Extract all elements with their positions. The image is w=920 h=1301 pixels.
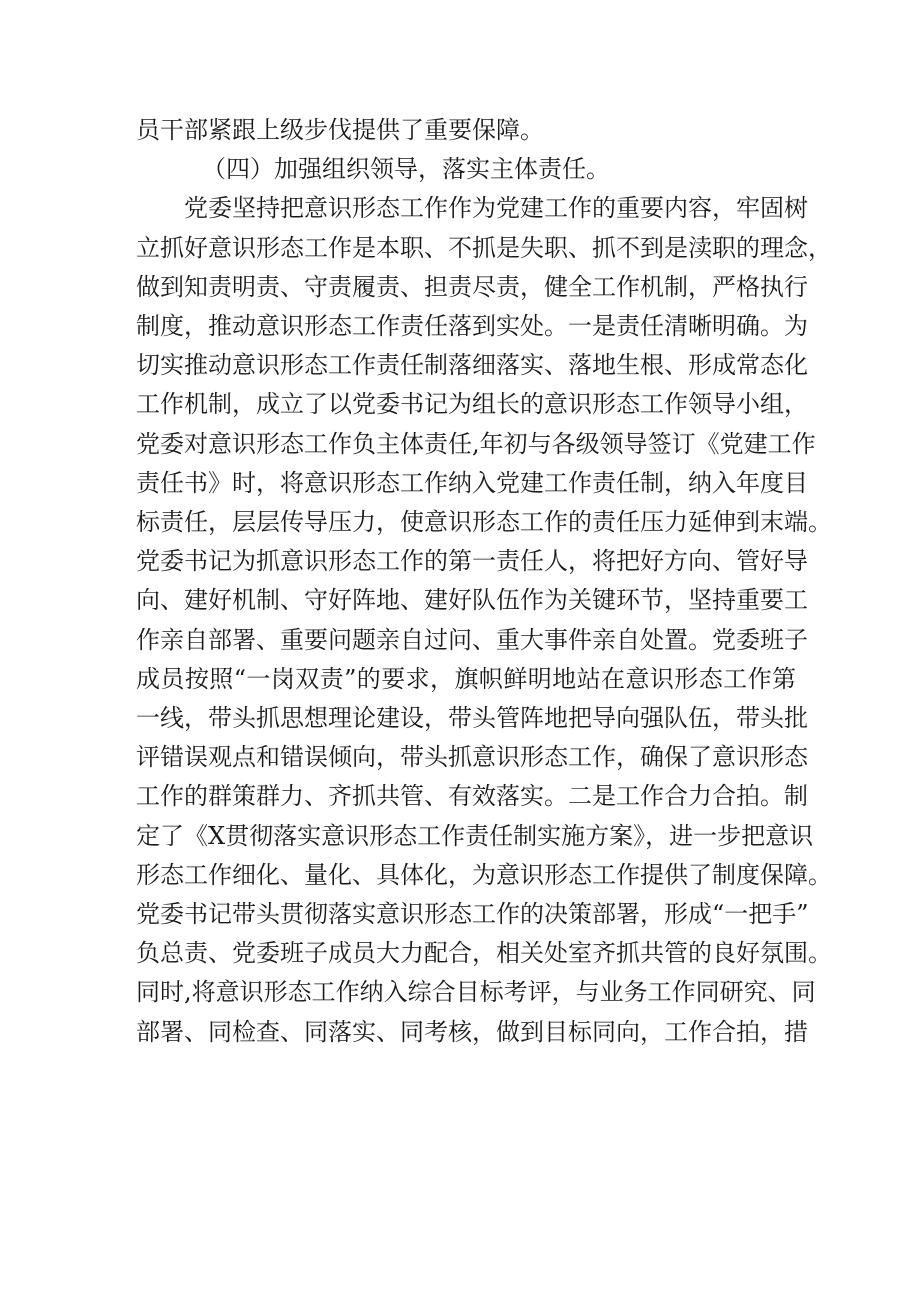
paragraph-line: 负总责、党委班子成员大力配合，相关处室齐抓共管的良好氛围。 [136,939,832,968]
paragraph-line: 制度，推动意识形态工作责任落到实处。一是责任清晰明确。为 [136,312,808,341]
paragraph-line: 切实推动意识形态工作责任制落细落实、落地生根、形成常态化 [136,351,808,380]
paragraph-line: 工作机制，成立了以党委书记为组长的意识形态工作领导小组， [136,390,808,419]
paragraph-line: 定了《X贯彻落实意识形态工作责任制实施方案》，进一步把意识 [136,821,814,850]
paragraph-line: 党委书记带头贯彻落实意识形态工作的决策部署，形成“一把手” [136,900,809,929]
paragraph-line: 部署、同检查、同落实、同考核，做到目标同向，工作合拍，措 [136,1017,808,1046]
paragraph-line: 做到知责明责、守责履责、担责尽责，健全工作机制，严格执行 [136,272,808,301]
paragraph-line: 责任书》时，将意识形态工作纳入党建工作责任制，纳入年度目 [136,468,808,497]
paragraph-line: 标责任，层层传导压力，使意识形态工作的责任压力延伸到末端。 [136,508,832,537]
paragraph-line: 党委对意识形态工作负主体责任,年初与各级领导签订《党建工作 [136,429,816,458]
paragraph-line: 立抓好意识形态工作是本职、不抓是失职、抓不到是渎职的理念， [136,233,832,262]
paragraph-line: 评错误观点和错误倾向，带头抓意识形态工作，确保了意识形态 [136,743,808,772]
paragraph-line: 党委坚持把意识形态工作作为党建工作的重要内容，牢固树 [184,194,808,223]
paragraph-line: 工作的群策群力、齐抓共管、有效落实。二是工作合力合拍。制 [136,782,808,811]
paragraph-line: 成员按照“一岗双责”的要求，旗帜鲜明地站在意识形态工作第 [136,664,796,693]
paragraph-line: 形态工作细化、量化、具体化，为意识形态工作提供了制度保障。 [136,860,832,889]
paragraph-line: 一线，带头抓思想理论建设，带头管阵地把导向强队伍，带头批 [136,704,808,733]
document-body [136,111,832,1052]
paragraph-line: 作亲自部署、重要问题亲自过问、重大事件亲自处置。党委班子 [136,625,808,654]
paragraph-line: 向、建好机制、守好阵地、建好队伍作为关键环节，坚持重要工 [136,586,808,615]
section-heading: （四）加强组织领导，落实主体责任。 [202,155,610,184]
paragraph-line: 党委书记为抓意识形态工作的第一责任人，将把好方向、管好导 [136,547,808,576]
paragraph-line: 同时,将意识形态工作纳入综合目标考评，与业务工作同研究、同 [136,978,816,1007]
paragraph-line: 员干部紧跟上级步伐提供了重要保障。 [136,116,544,144]
